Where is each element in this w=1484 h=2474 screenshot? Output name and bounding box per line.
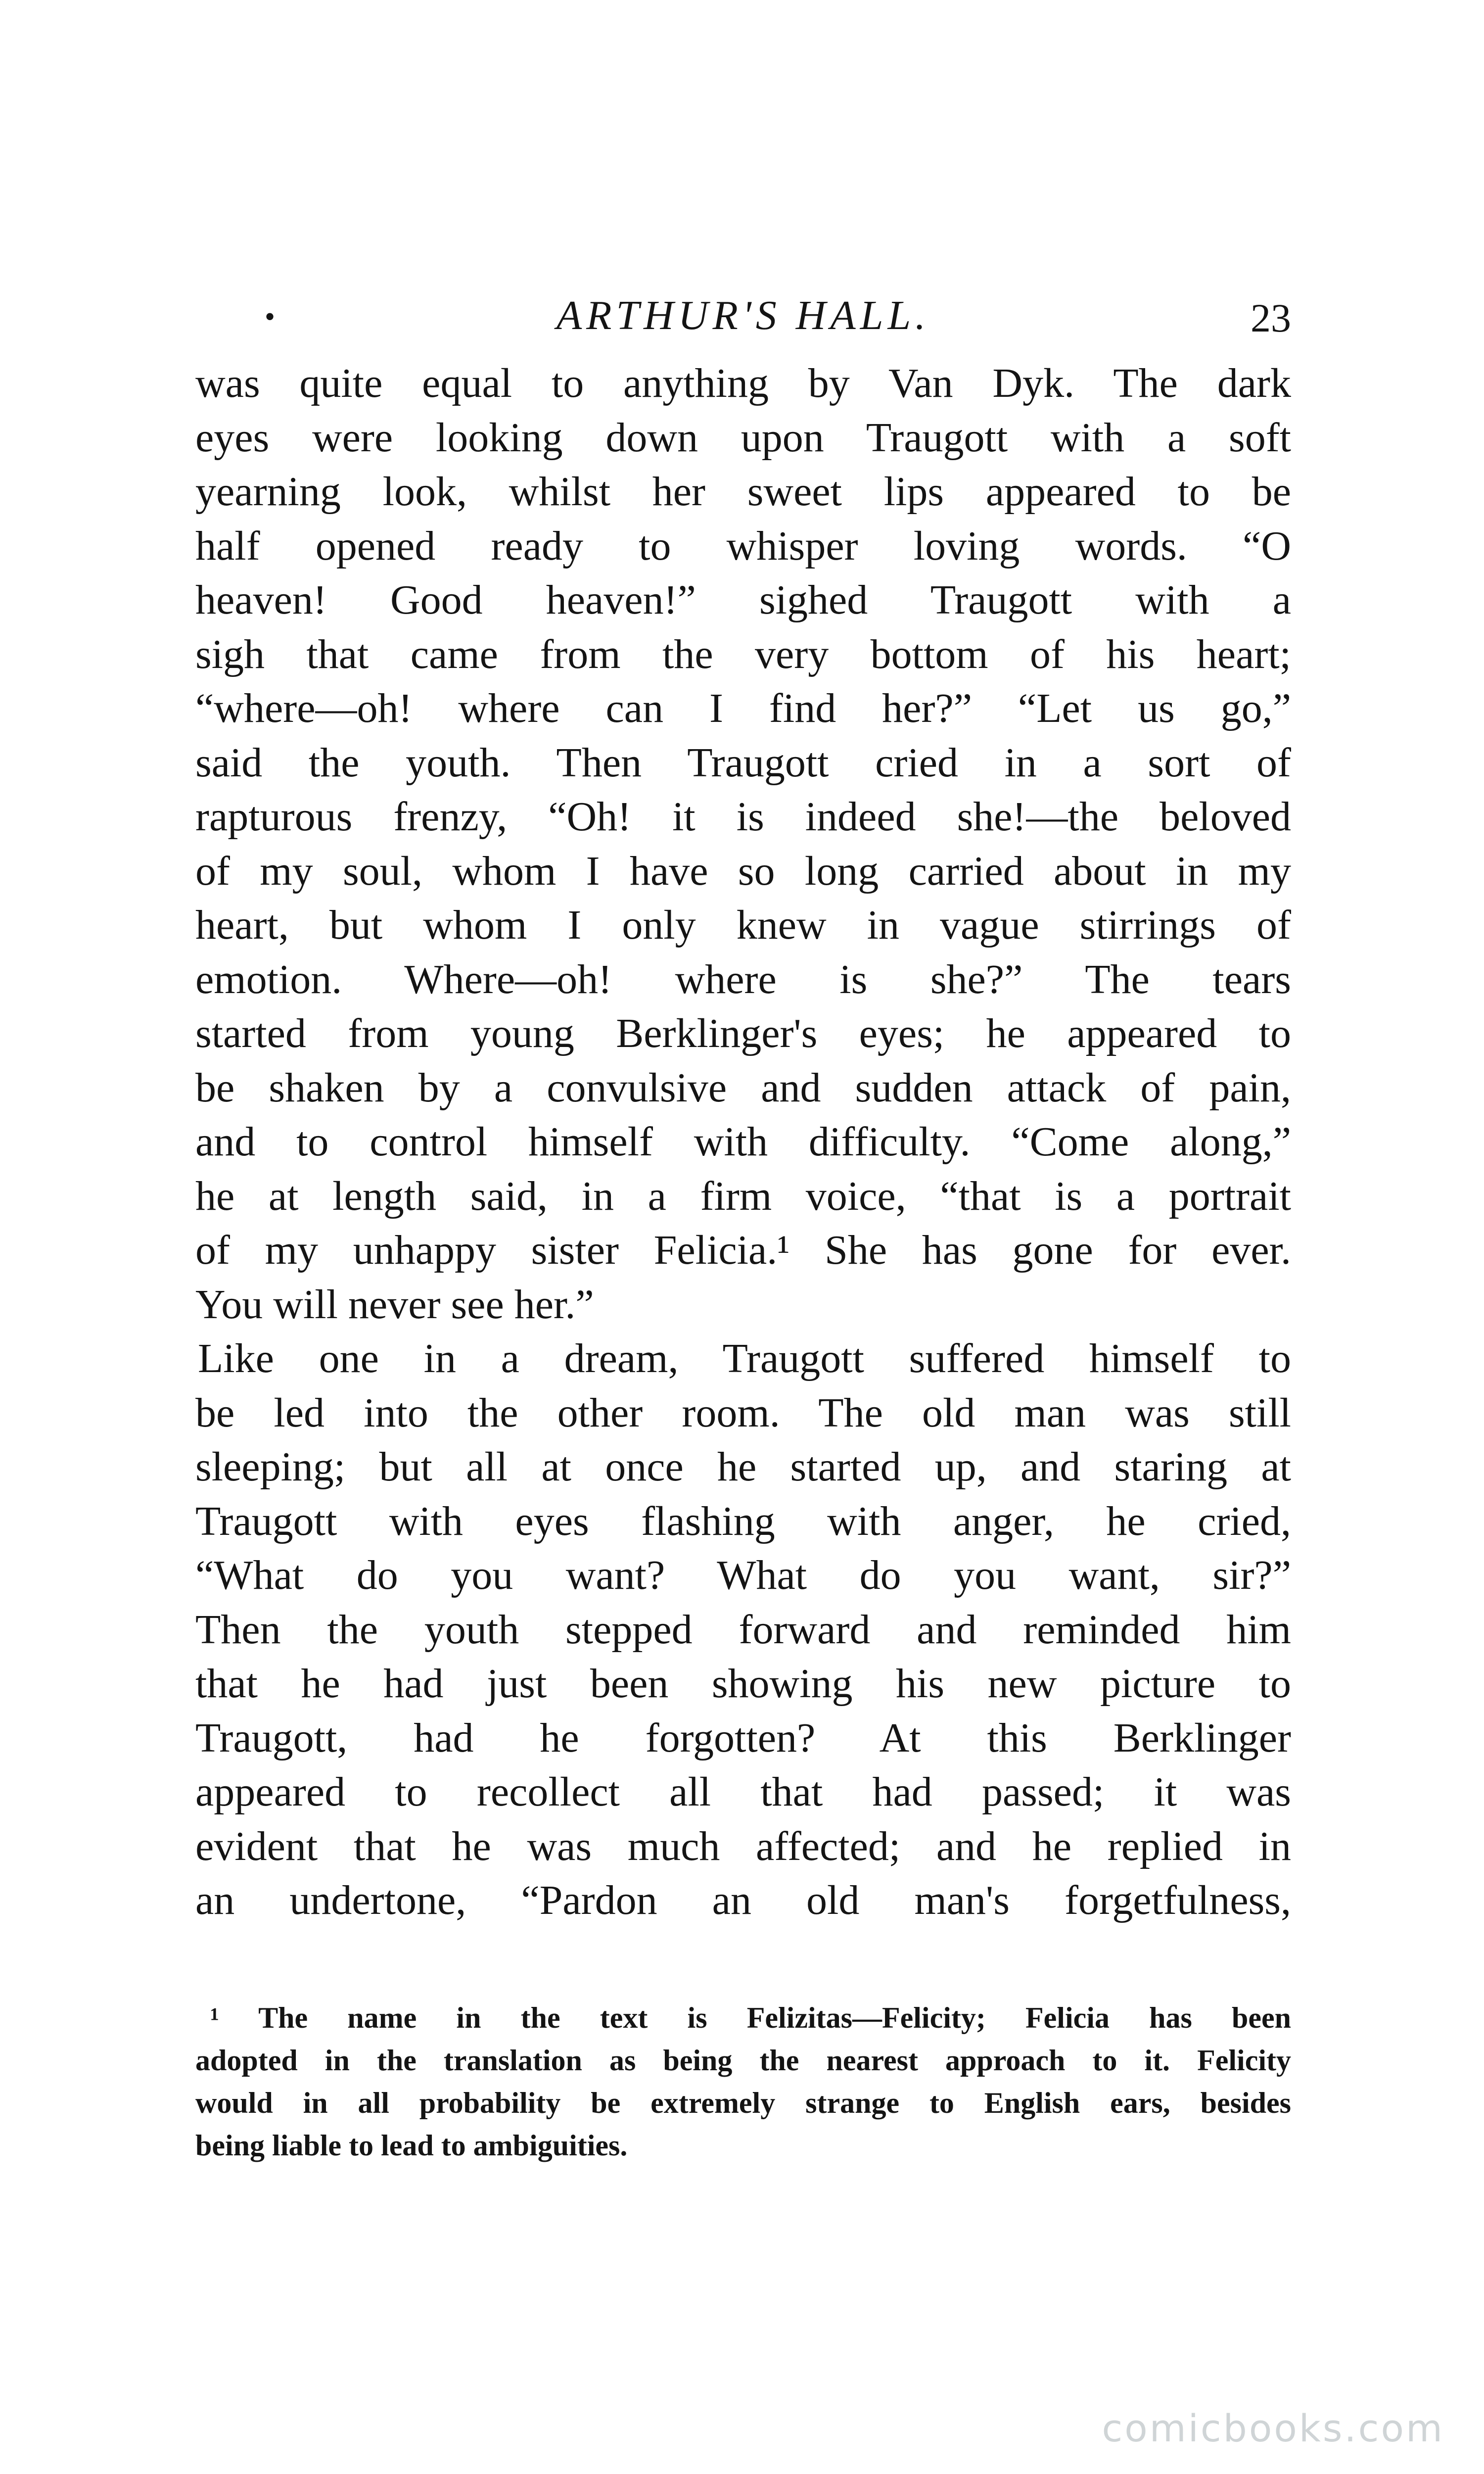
footnote-line: being liable to lead to ambiguities.	[195, 2129, 628, 2162]
text-line: heaven! Good heaven!” sighed Traugott with a	[195, 577, 1291, 623]
text-line: “What do you want? What do you want, sir?”	[195, 1552, 1291, 1598]
running-head: ARTHUR'S HALL.	[556, 292, 930, 338]
text-line: said the youth. Then Traugott cried in a sort of	[195, 739, 1291, 786]
text-line: heart, but whom I only knew in vague stirrings of	[195, 902, 1291, 948]
text-line: Like one in a dream, Traugott suffered himself to	[198, 1335, 1291, 1381]
text-line: was quite equal to anything by Van Dyk. The dark	[195, 360, 1291, 406]
text-line: “where—oh! where can I find her?” “Let us go,”	[195, 685, 1291, 731]
text-line: evident that he was much affected; and he replied in	[195, 1823, 1291, 1869]
text-line: Then the youth stepped forward and reminded him	[195, 1606, 1291, 1653]
text-line: emotion. Where—oh! where is she?” The tears	[195, 956, 1291, 1002]
watermark: comicbooks.com	[1102, 2406, 1444, 2450]
footnote-line: ¹ The name in the text is Felizitas—Felicity; Felicia has been	[210, 2001, 1291, 2034]
body-text	[195, 356, 1291, 1928]
text-line: started from young Berklinger's eyes; he appeared to	[195, 1010, 1291, 1056]
footnote-line: adopted in the translation as being the nearest approach to it. Felicity	[195, 2044, 1291, 2077]
text-line: that he had just been showing his new picture to	[195, 1661, 1291, 1707]
text-line: and to control himself with difficulty. “Come along,”	[195, 1119, 1291, 1165]
footnote	[195, 1997, 1291, 2167]
page-number: 23	[1251, 295, 1291, 340]
text-line: of my soul, whom I have so long carried about in my	[195, 848, 1291, 894]
header-ornament: •	[265, 300, 276, 333]
text-line: Traugott, had he forgotten? At this Berklinger	[195, 1714, 1291, 1761]
text-line: rapturous frenzy, “Oh! it is indeed she!—the beloved	[195, 794, 1291, 840]
page-header	[195, 292, 1291, 346]
text-line: Traugott with eyes flashing with anger, he cried,	[195, 1498, 1291, 1544]
text-line: he at length said, in a firm voice, “that is a portrait	[195, 1173, 1291, 1219]
text-line: half opened ready to whisper loving words. “O	[195, 523, 1291, 569]
text-line: of my unhappy sister Felicia.¹ She has gone for ever.	[195, 1227, 1291, 1273]
text-line: yearning look, whilst her sweet lips appeared to be	[195, 469, 1291, 515]
text-line: be shaken by a convulsive and sudden attack of pain,	[195, 1064, 1291, 1111]
footnote-line: would in all probability be extremely strange to English ears, besides	[195, 2087, 1291, 2119]
text-line: be led into the other room. The old man was still	[195, 1389, 1291, 1436]
text-line: You will never see her.”	[195, 1281, 594, 1328]
text-line: an undertone, “Pardon an old man's forgetfulness,	[195, 1877, 1291, 1923]
text-line: appeared to recollect all that had passed; it was	[195, 1769, 1291, 1815]
text-line: sleeping; but all at once he started up, and staring at	[195, 1444, 1291, 1490]
text-line: sigh that came from the very bottom of his heart;	[195, 631, 1291, 677]
text-line: eyes were looking down upon Traugott with a soft	[195, 414, 1291, 461]
